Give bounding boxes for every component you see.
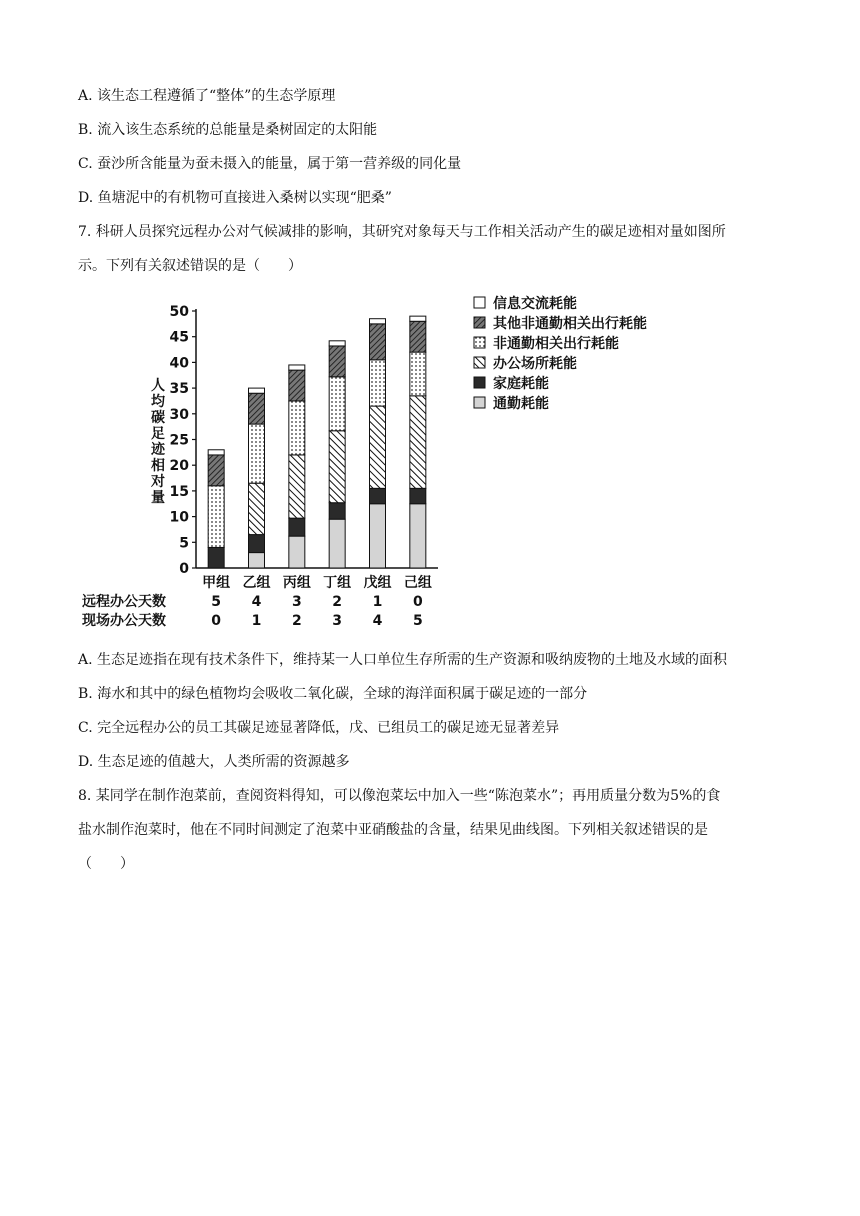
bar-segment [370,406,386,488]
bar-segment [249,535,265,553]
bar-segment [329,431,345,503]
legend-label: 家庭耗能 [493,376,549,392]
x-tick-label: 丙组 [282,575,311,591]
legend-label: 非通勤相关出行耗能 [493,336,619,352]
y-tick-label: 20 [169,458,189,475]
onsite-days-value: 3 [332,613,343,629]
remote-days-value: 0 [412,594,423,610]
onsite-days-value: 1 [251,613,262,629]
remote-days-value: 2 [332,594,343,610]
bar-segment [249,483,265,534]
x-tick-label: 己组 [403,575,432,591]
question-8-line-2: 盐水制作泡菜时，他在不同时间测定了泡菜中亚硝酸盐的含量，结果见曲线图。下列相关叙述错误的是 [78,822,708,838]
option-d-q6: D. 鱼塘泥中的有机物可直接进入桑树以实现“肥桑” [78,190,392,206]
bar-segment [289,455,305,518]
y-tick-label: 15 [169,483,189,500]
bar-segment [410,316,426,321]
option-a-q6: A. 该生态工程遵循了“整体”的生态学原理 [78,88,336,104]
option-d-q7: D. 生态足迹的值越大，人类所需的资源越多 [78,754,350,770]
bar-segment [249,424,265,483]
bar-segment [289,365,305,370]
remote-days-value: 1 [372,594,383,610]
bar-segment [410,321,426,352]
y-axis-label-char: 相 [151,458,165,474]
y-tick-label: 10 [169,509,189,526]
question-7-line-1: 7. 科研人员探究远程办公对气候减排的影响，其研究对象每天与工作相关活动产生的碳足迹相对量如图所 [78,224,726,240]
bar-segment [370,360,386,406]
remote-days-label: 远程办公天数 [82,594,166,610]
y-axis-label-char: 迹 [151,442,165,458]
remote-days-value: 3 [291,594,302,610]
y-axis-label-char: 碳 [151,410,165,426]
bar-segment [208,547,224,568]
remote-days-value: 5 [211,594,222,610]
onsite-days-label: 现场办公天数 [82,613,166,629]
x-tick-label: 乙组 [242,575,271,591]
x-tick-label: 甲组 [202,575,231,591]
onsite-days-value: 5 [412,613,423,629]
bar-segment [329,503,345,519]
y-tick-label: 35 [169,381,189,398]
question-7-line-2: 示。下列有关叙述错误的是（ ） [78,258,302,274]
legend-swatch [474,377,485,388]
bar-segment [249,393,265,424]
legend-label: 其他非通勤相关出行耗能 [493,316,647,332]
legend-swatch [474,337,485,348]
legend-label: 办公场所耗能 [493,356,577,372]
bar-segment [329,377,345,431]
option-b-q7: B. 海水和其中的绿色植物均会吸收二氧化碳，全球的海洋面积属于碳足迹的一部分 [78,686,588,702]
bar-segment [410,352,426,396]
remote-days-value: 4 [251,594,262,610]
bar-segment [289,401,305,455]
bar-segment [249,388,265,393]
y-tick-label: 25 [169,432,189,449]
legend-swatch [474,357,485,368]
bar-segment [289,518,305,536]
y-axis-label-char: 量 [151,490,165,506]
legend [474,295,647,412]
bar-segment [208,450,224,455]
plot-area [81,304,438,629]
onsite-days-value: 2 [291,613,302,629]
bar-segment [410,488,426,503]
y-tick-label: 50 [169,304,189,320]
onsite-days-value: 4 [372,613,383,629]
y-tick-label: 40 [169,355,189,372]
bar-segment [370,319,386,324]
question-8-line-1: 8. 某同学在制作泡菜前，查阅资料得知，可以像泡菜坛中加入一些“陈泡菜水”；再用质量分数为5%的食 [78,788,721,804]
bar-segment [329,346,345,377]
y-axis-label-char: 对 [151,474,165,490]
x-tick-label: 戊组 [363,575,392,591]
legend-label: 信息交流耗能 [493,296,577,312]
legend-swatch [474,317,485,328]
y-tick-label: 5 [179,535,189,552]
question-8-line-3: （ ） [78,856,134,872]
bar-segment [370,488,386,503]
bar-segment [410,396,426,489]
y-axis-label-char: 足 [151,426,165,442]
bar-segment [208,486,224,548]
option-b-q6: B. 流入该生态系统的总能量是桑树固定的太阳能 [78,122,378,138]
option-c-q6: C. 蚕沙所含能量为蚕未摄入的能量，属于第一营养级的同化量 [78,156,462,172]
bar-segment [208,455,224,486]
bar-segment [329,519,345,568]
carbon-footprint-chart [70,292,647,637]
bar-segment [329,341,345,346]
option-c-q7: C. 完全远程办公的员工其碳足迹显著降低，戊、已组员工的碳足迹无显著差异 [78,720,560,736]
y-tick-label: 0 [179,561,189,577]
y-tick-label: 30 [169,406,189,423]
bar-segment [249,553,265,568]
option-a-q7: A. 生态足迹指在现有技术条件下，维持某一人口单位生存所需的生产资源和吸纳废物的土地及水域的面积 [78,652,728,668]
legend-label: 通勤耗能 [493,396,549,412]
bar-segment [410,504,426,568]
bar-segment [289,536,305,568]
x-tick-label: 丁组 [323,575,352,591]
legend-swatch [474,397,485,408]
y-axis-label-char: 人 [151,378,165,394]
legend-swatch [474,297,485,308]
onsite-days-value: 0 [211,613,222,629]
bar-segment [370,324,386,360]
y-axis-label-char: 均 [151,394,165,410]
y-tick-label: 45 [169,329,189,346]
bar-segment [289,370,305,401]
bar-segment [370,504,386,568]
